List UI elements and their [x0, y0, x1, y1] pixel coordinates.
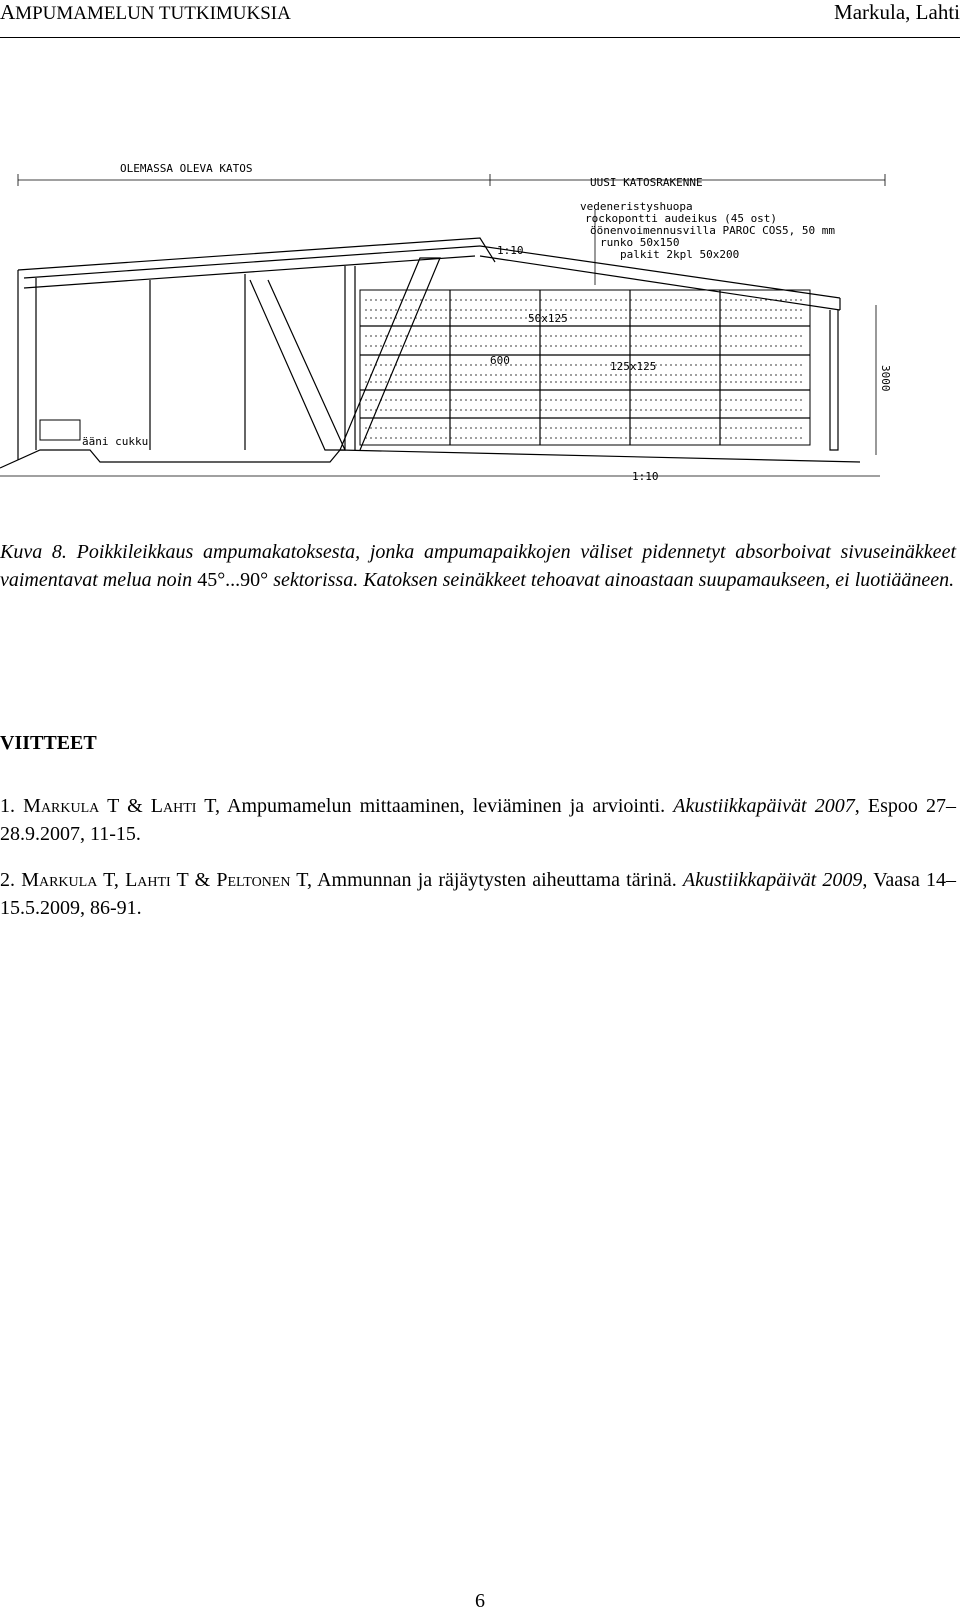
reference-list	[0, 792, 956, 940]
cross-section-svg	[0, 150, 960, 500]
cross-section-drawing	[0, 150, 960, 500]
label-layer-4: runko 50x150	[600, 236, 680, 249]
label-dim-125x125: 125x125	[610, 360, 657, 373]
label-slope-bottom: 1:10	[632, 470, 659, 483]
label-layer-5: palkit 2kpl 50x200	[620, 248, 740, 261]
label-new-roof: UUSI KATOSRAKENNE	[590, 176, 703, 189]
label-layer-2: rockopontti audeikus (45 ost)	[585, 212, 778, 225]
label-dim-600: 600	[490, 354, 510, 367]
label-dim-50x125: 50x125	[528, 312, 568, 325]
page-number: 6	[475, 1590, 485, 1612]
label-existing-roof: OLEMASSA OLEVA KATOS	[120, 162, 253, 175]
running-header	[0, 0, 960, 38]
label-slope-top: 1:10	[497, 244, 524, 257]
reference-item: 2. Markula T, Lahti T & Peltonen T, Ammunnan ja räjäytysten aiheuttama tärinä. Akustiikkapäivät 2009, Vaasa 14–15.5.2009, 86-91.	[0, 869, 957, 919]
header-authors: Markula, Lahti	[834, 0, 960, 24]
label-layer-1: vedeneristyshuopa	[580, 200, 693, 213]
label-dim-3000: 3000	[879, 365, 892, 392]
section-title: VIITTEET	[0, 732, 97, 754]
figure-caption: Kuva 8. Poikkileikkaus ampumakatoksesta, jonka ampumapaikkojen väliset pidennetyt absorboivat sivuseinäkkeet vaimentavat melua noin 45°...90° sektorissa. Katoksen seinäkkeet tehoavat ainoastaan suupamaukseen, ei luotiääneen.	[0, 541, 956, 591]
label-layer-3: öönenvoimennusvilla PAROC COS5, 50 mm	[590, 224, 836, 237]
caption-angle-range: 45°...90°	[197, 569, 269, 591]
label-sound-box: ääni cukku	[82, 435, 149, 448]
journal-title: AMPUMAMELUN TUTKIMUKSIA	[0, 0, 291, 24]
reference-item: 1. Markula T & Lahti T, Ampumamelun mittaaminen, leviäminen ja arviointi. Akustiikkapäivät 2007, Espoo 27–28.9.2007, 11-15.	[0, 795, 957, 845]
